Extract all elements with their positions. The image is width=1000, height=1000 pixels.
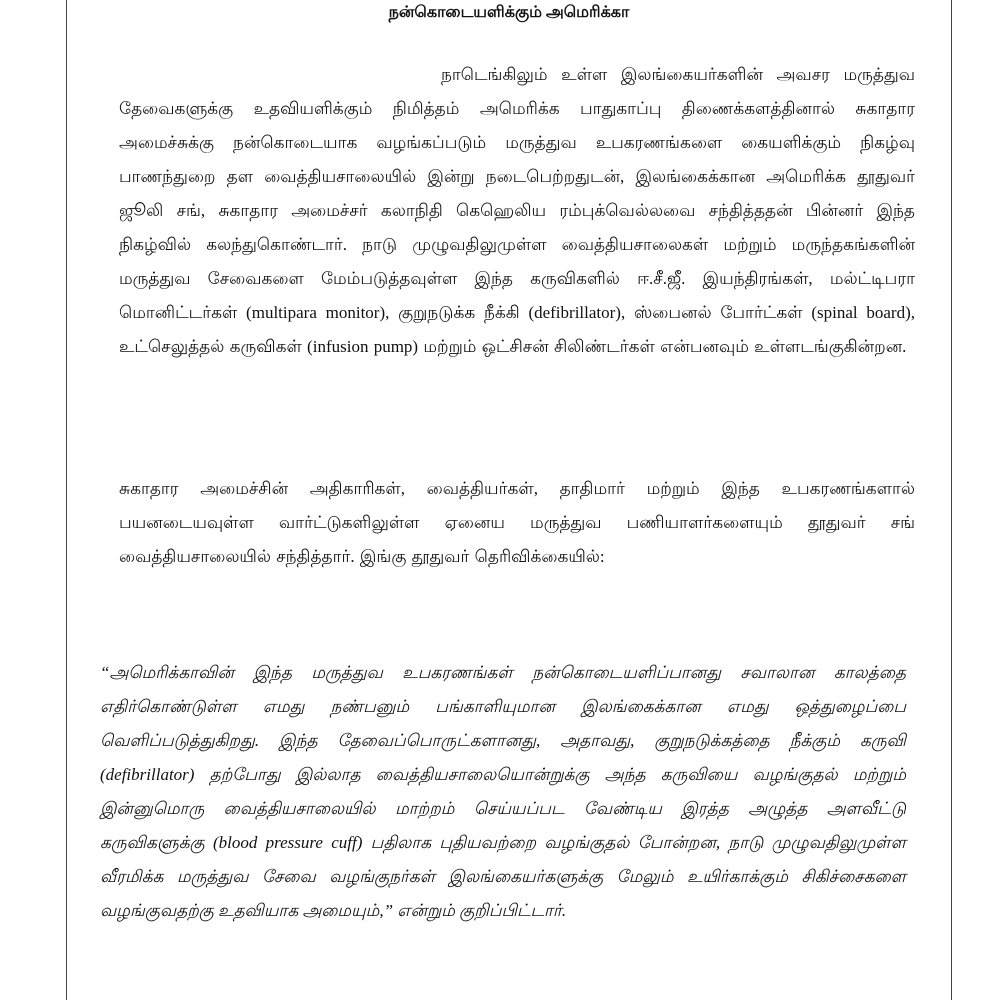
- paragraph-1: நாடெங்கிலும் உள்ள இலங்கையர்களின் அவசர மருத்துவ தேவைகளுக்கு உதவியளிக்கும் நிமித்தம் அமெரிக்க பாதுகாப்பு திணைக்களத்தினால் சுகாதார அமைச்சுக்கு நன்கொடையாக வழங்கப்படும் மருத்துவ உபகரணங்களை கையளிக்கும் நிகழ்வு பாணந்துறை தள வைத்தியசாலையில் இன்று நடைபெற்றதுடன், இலங்கைக்கான அமெரிக்க தூதுவர் ஜூலி சங், சுகாதார அமைச்சர் கலாநிதி கெஹெலிய ரம்புக்வெல்லவை சந்தித்ததன் பின்னர் இந்த நிகழ்வில் கலந்துகொண்டார். நாடு முழுவதிலுமுள்ள வைத்தியசாலைகள் மற்றும் மருந்தகங்களின் மருத்துவ சேவைகளை மேம்படுத்தவுள்ள இந்த கருவிகளில் ஈ.சீ.ஜீ. இயந்திரங்கள், மல்ட்டிபரா மொனிட்டர்கள் (multipara monitor), குறுநடுக்க நீக்கி (defibrillator), ஸ்பைனல் போர்ட்கள் (spinal board), உட்செலுத்தல் கருவிகள் (infusion pump) மற்றும் ஒட்சிசன் சிலிண்டர்கள் என்பனவும் உள்ளடங்குகின்றன.: [119, 65, 915, 356]
- quote-paragraph: “அமெரிக்காவின் இந்த மருத்துவ உபகரணங்கள் நன்கொடையளிப்பானது சவாலான காலத்தை எதிர்கொண்டுள்ள எமது நண்பனும் பங்காளியுமான இலங்கைக்கான எமது ஒத்துழைப்பை வெளிப்படுத்துகிறது. இந்த தேவைப்பொருட்களானது, அதாவது, குறுநடுக்கத்தை நீக்கும் கருவி (defibrillator) தற்போது இல்லாத வைத்தியசாலையொன்றுக்கு அந்த கருவியை வழங்குதல் மற்றும் இன்னுமொரு வைத்தியசாலையில் மாற்றம் செய்யப்பட வேண்டிய இரத்த அழுத்த அளவீட்டு கருவிகளுக்கு (blood pressure cuff) பதிலாக புதியவற்றை வழங்குதல் போன்றன, நாடு முழுவதிலுமுள்ள வீரமிக்க மருத்துவ சேவை வழங்குநர்கள் இலங்கையர்களுக்கு மேலும் உயிர்காக்கும் சிகிச்சைகளை வழங்குவதற்கு உதவியாக அமையும்,” என்றும் குறிப்பிட்டார்.: [100, 663, 906, 920]
- document-page: [66, 0, 952, 1000]
- paragraph-2: சுகாதார அமைச்சின் அதிகாரிகள், வைத்தியர்கள், தாதிமார் மற்றும் இந்த உபகரணங்களால் பயனடையவுள்ள வார்ட்டுகளிலுள்ள ஏனைய மருத்துவ பணியாளர்களையும் தூதுவர் சங் வைத்தியசாலையில் சந்தித்தார். இங்கு தூதுவர் தெரிவிக்கையில்:: [119, 479, 915, 566]
- document-title: நன்கொடையளிக்கும் அமெரிக்கா: [388, 4, 630, 21]
